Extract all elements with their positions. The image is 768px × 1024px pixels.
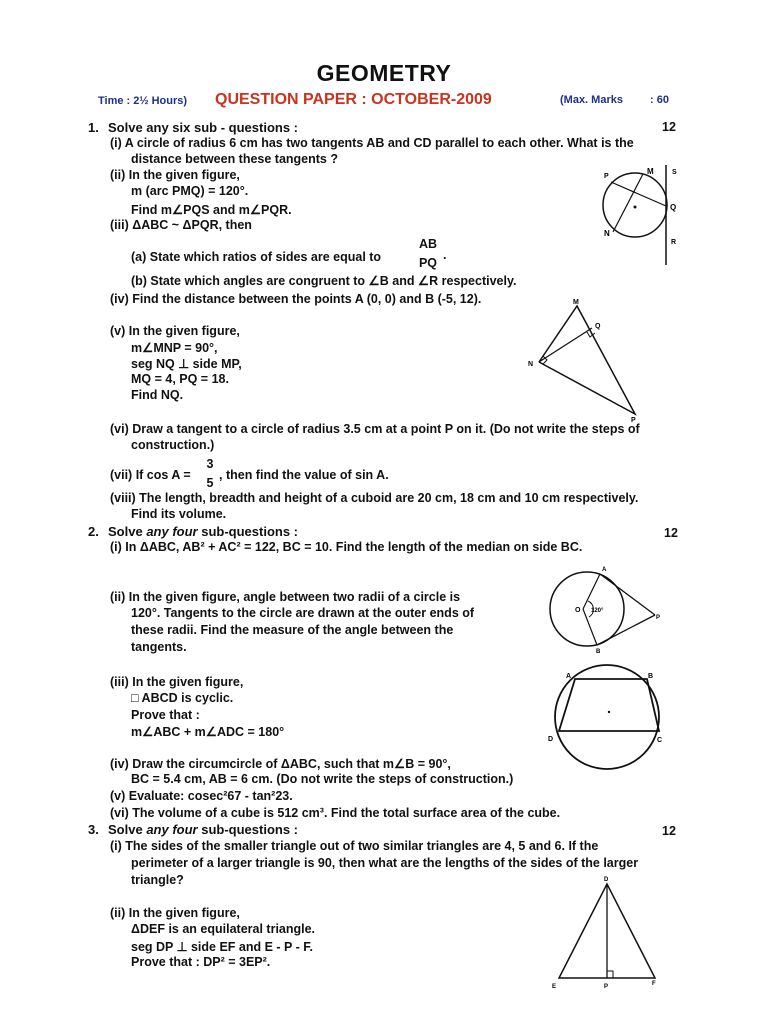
- q1-vi-line2: construction.): [131, 438, 215, 452]
- q2-heading-em: any four: [146, 524, 198, 539]
- q1-vii-denominator: 5: [206, 476, 214, 490]
- fig2-label-q: Q: [595, 323, 601, 330]
- fig2-altitude: [539, 328, 592, 362]
- q2-iii-line2: □ ABCD is cyclic.: [131, 691, 234, 705]
- page-title: GEOMETRY: [316, 60, 452, 86]
- fig4-circle: [555, 665, 659, 769]
- q3-ii-line4: Prove that : DP² = 3EP².: [131, 955, 271, 969]
- fig3-tangent-b: [597, 615, 655, 645]
- q1-i-line2: distance between these tangents ?: [131, 152, 338, 166]
- fig5-label-f: F: [652, 981, 656, 987]
- fig3-label-angle: 120°: [591, 608, 604, 614]
- fig4-label-a: A: [566, 673, 572, 680]
- q1-iii-b: (b) State which angles are congruent to ∠B and ∠R respectively.: [131, 274, 517, 288]
- fig1-chord-pq: [611, 182, 666, 206]
- max-marks-value: : 60: [650, 94, 669, 106]
- fig3-label-a: A: [602, 567, 607, 573]
- fig4-center-dot: [608, 711, 610, 713]
- fig1-chord-mn: [613, 174, 643, 232]
- fig1-label-q: Q: [670, 203, 677, 212]
- figure-tangents-from-point: [545, 565, 665, 655]
- fig4-quadrilateral: [559, 679, 659, 731]
- fig1-label-p: P: [604, 173, 609, 180]
- q2-iii-line1: (iii) In the given figure,: [110, 675, 244, 689]
- q1-ii-line3: Find m∠PQS and m∠PQR.: [131, 203, 292, 217]
- q1-vii-start: (vii) If cos A =: [110, 468, 191, 482]
- q3-i-line3: triangle?: [131, 873, 184, 887]
- q2-marks: 12: [664, 526, 678, 540]
- q1-v-line4: MQ = 4, PQ = 18.: [131, 372, 229, 386]
- q1-vii-numerator: 3: [206, 457, 214, 471]
- figure-right-triangle: [525, 300, 665, 425]
- fig3-label-o: O: [575, 607, 581, 614]
- fig1-label-s: S: [672, 169, 677, 176]
- q3-ii-line3: seg DP ⊥ side EF and E - P - F.: [131, 940, 314, 954]
- q3-i-line1: (i) The sides of the smaller triangle out of two similar triangles are 4, 5 and 6. If the: [110, 839, 599, 853]
- q1-iii-fraction-denominator: PQ: [418, 256, 438, 270]
- q3-ii-line2: ΔDEF is an equilateral triangle.: [131, 922, 316, 936]
- fig3-tangent-a: [600, 574, 655, 615]
- q1-v-line5: Find NQ.: [131, 388, 184, 402]
- q3-i-line2: perimeter of a larger triangle is 90, then what are the lengths of the sides of the larger: [131, 856, 639, 870]
- fig2-label-n: N: [528, 361, 534, 368]
- time-label: Time : 2½ Hours): [98, 95, 188, 107]
- q3-heading: [108, 822, 298, 837]
- q1-iii-a-end: .: [443, 248, 447, 262]
- fig1-label-m: M: [647, 167, 654, 176]
- paper-heading: QUESTION PAPER : OCTOBER-2009: [215, 91, 492, 108]
- q1-ii-line1: (ii) In the given figure,: [110, 168, 240, 182]
- q2-ii-line4: tangents.: [131, 640, 187, 654]
- q1-viii-line1: (viii) The length, breadth and height of a cuboid are 20 cm, 18 cm and 10 cm respectively.: [110, 491, 639, 505]
- fig5-right-angle: [607, 971, 613, 978]
- q1-iv: (iv) Find the distance between the points A (0, 0) and B (-5, 12).: [110, 292, 482, 306]
- q2-iii-line4: m∠ABC + m∠ADC = 180°: [131, 725, 285, 739]
- q2-iv-line2: BC = 5.4 cm, AB = 6 cm. (Do not write the steps of construction.): [131, 772, 514, 786]
- q3-marks: 12: [662, 824, 676, 838]
- q1-v-line1: (v) In the given figure,: [110, 324, 240, 338]
- q2-heading-a: Solve: [108, 524, 143, 539]
- q2-ii-line3: these radii. Find the measure of the angle between the: [131, 623, 454, 637]
- fig2-label-m: M: [573, 299, 579, 306]
- q2-ii-line1: (ii) In the given figure, angle between two radii of a circle is: [110, 590, 461, 604]
- q2-heading-b: sub-questions :: [201, 524, 299, 539]
- q1-viii-line2: Find its volume.: [131, 507, 227, 521]
- q1-iii-line1: (iii) ΔABC ~ ΔPQR, then: [110, 218, 252, 232]
- q1-marks: 12: [662, 120, 676, 134]
- q1-iii-a: (a) State which ratios of sides are equal to: [131, 250, 382, 264]
- q1-i-line1: (i) A circle of radius 6 cm has two tangents AB and CD parallel to each other. What is the: [110, 136, 634, 150]
- q2-iii-line3: Prove that :: [131, 708, 200, 722]
- fig5-label-e: E: [552, 984, 557, 990]
- q3-heading-a: Solve: [108, 822, 143, 837]
- fig4-label-b: B: [648, 673, 654, 680]
- q3-number: 3.: [88, 822, 99, 837]
- fig3-radius-ob: [583, 609, 597, 645]
- max-marks-label: (Max. Marks: [560, 94, 623, 106]
- q2-iv-line1: (iv) Draw the circumcircle of ΔABC, such that m∠B = 90°,: [110, 757, 451, 771]
- q1-v-line3: seg NQ ⊥ side MP,: [131, 357, 242, 371]
- fig1-center-dot: [634, 206, 637, 209]
- fig4-label-d: D: [548, 736, 554, 743]
- q1-heading: Solve any six sub - questions :: [108, 120, 298, 135]
- q3-heading-em: any four: [146, 822, 198, 837]
- fig1-label-r: R: [671, 239, 677, 246]
- q2-number: 2.: [88, 524, 99, 539]
- q1-iii-fraction-numerator: AB: [418, 237, 438, 251]
- q2-i: (i) In ΔABC, AB² + AC² = 122, BC = 10. Find the length of the median on side BC.: [110, 540, 583, 554]
- q2-v: (v) Evaluate: cosec²67 - tan²23.: [110, 789, 293, 803]
- q1-vi-line1: (vi) Draw a tangent to a circle of radius 3.5 cm at a point P on it. (Do not write the steps of: [110, 422, 640, 436]
- fig3-label-b: B: [596, 649, 601, 655]
- q3-heading-b: sub-questions :: [201, 822, 299, 837]
- q2-vi: (vi) The volume of a cube is 512 cm³. Find the total surface area of the cube.: [110, 806, 561, 820]
- q3-ii-line1: (ii) In the given figure,: [110, 906, 240, 920]
- q2-ii-line2: 120°. Tangents to the circle are drawn at the outer ends of: [131, 606, 475, 620]
- q2-heading: [108, 524, 298, 539]
- fig5-label-d: D: [604, 877, 609, 883]
- fig5-label-p: P: [604, 984, 609, 990]
- fig2-label-p: P: [631, 417, 636, 424]
- figure-cyclic-quadrilateral: [545, 665, 670, 775]
- fig4-label-c: C: [657, 737, 663, 744]
- q1-number: 1.: [88, 120, 99, 135]
- figure-equilateral-triangle: [545, 872, 665, 992]
- figure-circle-tangent: [595, 160, 695, 270]
- q1-vii-end: , then find the value of sin A.: [219, 468, 389, 482]
- fig3-label-p: P: [656, 615, 661, 621]
- fig1-label-n: N: [604, 229, 610, 238]
- q1-v-line2: m∠MNP = 90°,: [131, 341, 218, 355]
- q1-ii-line2: m (arc PMQ) = 120°.: [131, 184, 249, 198]
- fig2-triangle: [539, 306, 635, 414]
